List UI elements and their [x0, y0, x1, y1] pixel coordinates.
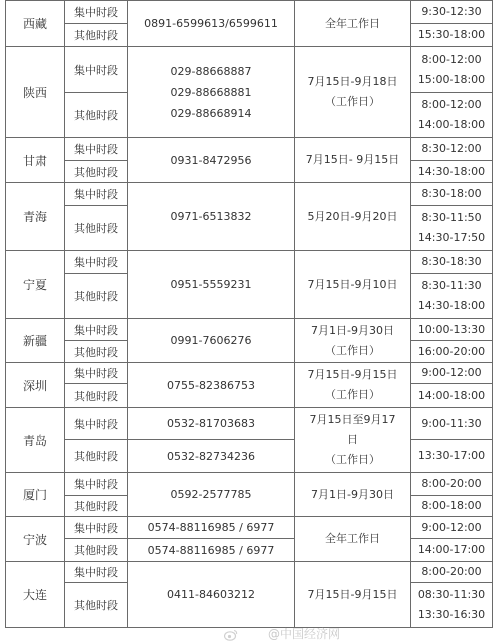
hours-cell	[411, 341, 493, 363]
segment-cell: 集中时段	[65, 517, 128, 539]
hours-line: 14:00-17:00	[417, 543, 486, 556]
table-row	[6, 539, 493, 562]
segment-cell: 集中时段	[65, 473, 128, 496]
segment-cell: 其他时段	[65, 583, 128, 628]
segment-cell: 其他时段	[65, 93, 128, 138]
segment-cell: 其他时段	[65, 496, 128, 517]
hours-cell	[411, 1, 493, 24]
hours-cell	[411, 517, 493, 539]
date-line: 7月15日-9月15日	[307, 587, 398, 601]
segment-cell: 集中时段	[65, 363, 128, 384]
hours-line: 8:00-12:00	[421, 52, 482, 66]
hours-line: 8:30-11:50	[421, 211, 482, 224]
hours-cell	[411, 93, 493, 138]
segment-cell: 集中时段	[65, 408, 128, 440]
hours-cell	[411, 274, 493, 319]
hours-cell	[411, 47, 493, 93]
table-row	[6, 408, 493, 440]
hours-line: 8:00-18:00	[421, 499, 482, 512]
phone-cell	[128, 183, 295, 251]
hours-cell	[411, 138, 493, 161]
table-row	[6, 319, 493, 341]
hours-cell	[411, 496, 493, 517]
hours-line: 8:30-18:00	[421, 187, 482, 200]
phone-cell	[128, 562, 295, 628]
date-line: （工作日）	[325, 343, 380, 357]
date-line: 7月1日-9月30日	[311, 487, 394, 501]
phone-number: 0951-5559231	[170, 278, 252, 291]
phone-number: 0991-7606276	[170, 334, 252, 347]
hours-cell	[411, 206, 493, 251]
hours-line: 08:30-11:30	[417, 588, 486, 601]
date-line: 日	[347, 433, 358, 446]
date-range-cell	[295, 517, 411, 562]
hours-line: 13:30-16:30	[417, 608, 486, 621]
phone-cell: 0574-88116985 / 6977	[128, 517, 295, 539]
segment-cell: 其他时段	[65, 206, 128, 251]
date-line: 7月15日- 9月15日	[305, 153, 400, 166]
phone-cell	[128, 251, 295, 319]
date-range-cell	[295, 183, 411, 251]
hours-line: 15:00-18:00	[417, 72, 486, 86]
hours-line: 9:00-12:00	[421, 366, 482, 379]
segment-cell: 其他时段	[65, 341, 128, 363]
hours-line: 14:30-17:50	[417, 231, 486, 244]
hours-line: 13:30-17:00	[417, 449, 486, 462]
phone-cell: 0574-88116985 / 6977	[128, 539, 295, 562]
date-range-cell	[295, 473, 411, 517]
region-cell: 厦门	[6, 473, 65, 517]
table-row	[6, 1, 493, 24]
segment-cell: 集中时段	[65, 183, 128, 206]
date-range-cell	[295, 562, 411, 628]
hours-line: 8:00-20:00	[421, 477, 482, 490]
segment-cell: 其他时段	[65, 440, 128, 473]
date-range-cell	[295, 363, 411, 408]
region-cell: 西藏	[6, 1, 65, 47]
phone-cell	[128, 473, 295, 517]
hours-cell	[411, 473, 493, 496]
phone-cell: 0532-81703683	[128, 408, 295, 440]
hours-cell	[411, 251, 493, 274]
phone-number: 0931-8472956	[170, 153, 252, 167]
phone-number: 029-88668914	[170, 106, 252, 120]
hours-line: 8:00-12:00	[421, 98, 482, 111]
hours-line: 14:00-18:00	[417, 388, 486, 402]
hours-cell	[411, 183, 493, 206]
phone-number: 029-88668887	[170, 64, 252, 78]
region-cell: 宁夏	[6, 251, 65, 319]
date-line: 7月15日-9月18日	[307, 75, 398, 88]
date-line: 7月15日至9月17	[309, 413, 396, 426]
hours-line: 8:30-11:30	[421, 279, 482, 292]
weibo-logo-icon	[224, 629, 238, 641]
table-row	[6, 363, 493, 384]
region-cell: 甘肃	[6, 138, 65, 183]
region-cell: 青岛	[6, 408, 65, 473]
phone-cell	[128, 319, 295, 363]
phone-number: 0971-6513832	[170, 210, 252, 223]
hours-cell	[411, 384, 493, 408]
date-range-cell	[295, 1, 411, 47]
phone-cell	[128, 1, 295, 47]
phone-cell	[128, 47, 295, 138]
region-cell: 陕西	[6, 47, 65, 138]
segment-cell: 其他时段	[65, 24, 128, 47]
hours-cell	[411, 583, 493, 628]
table-row	[6, 138, 493, 161]
hours-cell	[411, 161, 493, 183]
segment-cell: 集中时段	[65, 47, 128, 93]
phone-cell: 0532-82734236	[128, 440, 295, 473]
phone-number: 0592-2577785	[170, 488, 252, 501]
table-row	[6, 183, 493, 206]
date-line: （工作日）	[325, 453, 380, 466]
hours-line: 15:30-18:00	[417, 28, 486, 41]
segment-cell: 其他时段	[65, 161, 128, 183]
date-line: 全年工作日	[325, 532, 380, 545]
date-line: 全年工作日	[325, 16, 380, 30]
hours-cell	[411, 363, 493, 384]
date-range-cell	[295, 47, 411, 138]
hours-line: 16:00-20:00	[417, 344, 486, 358]
hours-line: 14:30-18:00	[417, 299, 486, 312]
segment-cell: 其他时段	[65, 539, 128, 562]
phone-cell	[128, 363, 295, 408]
date-line: 7月1日-9月30日	[311, 323, 394, 337]
phone-number: 0755-82386753	[167, 378, 255, 392]
region-cell: 新疆	[6, 319, 65, 363]
region-cell: 深圳	[6, 363, 65, 408]
hours-cell	[411, 24, 493, 47]
date-range-cell	[295, 408, 411, 473]
segment-cell: 其他时段	[65, 274, 128, 319]
segment-cell: 集中时段	[65, 251, 128, 274]
hours-cell	[411, 440, 493, 473]
hours-line: 8:00-20:00	[421, 565, 482, 578]
date-range-cell	[295, 138, 411, 183]
segment-cell: 集中时段	[65, 138, 128, 161]
hours-line: 8:30-12:00	[421, 142, 482, 155]
segment-cell: 其他时段	[65, 384, 128, 408]
hours-cell	[411, 562, 493, 583]
date-range-cell	[295, 319, 411, 363]
date-line: 7月15日-9月15日	[307, 368, 398, 381]
table-row	[6, 517, 493, 539]
hotline-schedule-table	[5, 0, 493, 628]
table-row	[6, 562, 493, 583]
phone-number: 0891-6599613/6599611	[144, 17, 278, 30]
hours-line: 14:30-18:00	[417, 164, 486, 178]
phone-number: 0411-84603212	[167, 588, 255, 601]
date-range-cell	[295, 251, 411, 319]
watermark-text: @中国经济网	[267, 627, 340, 641]
hours-line: 10:00-13:30	[417, 322, 486, 336]
region-cell: 青海	[6, 183, 65, 251]
segment-cell: 集中时段	[65, 1, 128, 24]
region-cell: 大连	[6, 562, 65, 628]
hours-cell	[411, 408, 493, 440]
table-row	[6, 440, 493, 473]
hours-line: 9:30-12:30	[421, 5, 482, 18]
hours-line: 8:30-18:30	[421, 255, 482, 268]
date-line: 5月20日-9月20日	[307, 209, 398, 223]
hours-cell	[411, 319, 493, 341]
hours-line: 9:00-11:30	[421, 416, 482, 430]
region-cell: 宁波	[6, 517, 65, 562]
segment-cell: 集中时段	[65, 319, 128, 341]
phone-number: 029-88668881	[170, 85, 252, 99]
phone-cell	[128, 138, 295, 183]
date-line: （工作日）	[325, 388, 380, 401]
table-row	[6, 251, 493, 274]
date-line: （工作日）	[325, 95, 380, 108]
hours-line: 14:00-18:00	[417, 118, 486, 131]
table-row	[6, 473, 493, 496]
date-line: 7月15日-9月10日	[307, 277, 398, 291]
table-row	[6, 47, 493, 93]
hours-line: 9:00-12:00	[421, 520, 482, 534]
hours-cell	[411, 539, 493, 562]
segment-cell: 集中时段	[65, 562, 128, 583]
